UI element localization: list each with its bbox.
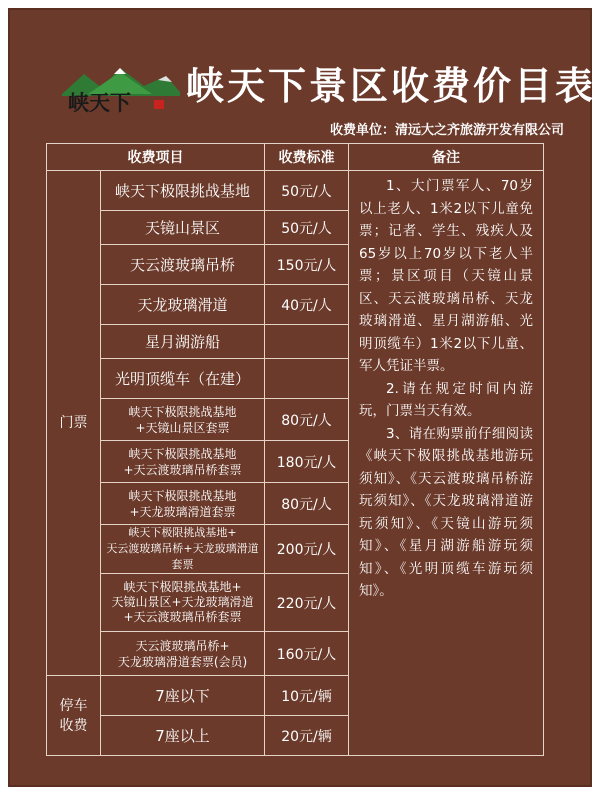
price-cell: 200元/人 [265,525,349,574]
item-line: 光明顶缆车（在建） [114,370,250,388]
item-line: 星月湖游船 [144,333,220,351]
item-cell [101,211,265,245]
item-line: 天云渡玻璃吊桥 [129,256,235,274]
item-cell [101,574,265,632]
price-cell: 10元/辆 [265,676,349,716]
item-line: 峡天下极限挑战基地+ [128,526,237,539]
logo-text: 峡天下 [68,90,131,114]
item-cell [101,632,265,676]
note-paragraph: 2.请在规定时间内游玩，门票当天有效。 [359,380,533,419]
price-cell: 180元/人 [265,441,349,483]
item-line: 峡天下极限挑战基地 [128,488,237,503]
item-cell [101,285,265,325]
item-line: +天龙玻璃滑道套票 [129,504,236,519]
price-cell: 80元/人 [265,483,349,525]
item-line: +天云渡玻璃吊桥套票 [123,462,242,477]
fee-table [46,143,544,756]
category-parking [47,676,101,756]
issuer-label: 收费单位： [329,123,395,138]
item-cell [101,359,265,399]
price-cell: 50元/人 [265,211,349,245]
item-cell [101,676,265,716]
header-price: 收费标准 [265,144,349,171]
note-paragraph: 3、请在购票前仔细阅读《峡天下极限挑战基地游玩须知》、《天云渡玻璃吊桥游玩须知》、《天龙玻璃滑道游玩须知》、《天镜山游玩须知》、《星月湖游船游玩须知》、《光明顶缆车游玩须知》。 [359,425,533,599]
item-cell [101,171,265,211]
price-cell: 80元/人 [265,399,349,441]
category-line: 收费 [59,717,88,734]
header-notes: 备注 [349,144,544,171]
page-title: 峡天下景区收费价目表 [186,64,597,108]
item-line: 峡天下极限挑战基地+ [123,580,242,594]
item-cell [101,716,265,756]
price-cell: 20元/辆 [265,716,349,756]
header-item: 收费项目 [47,144,265,171]
category-tickets [47,171,101,676]
item-line: +天镜山景区套票 [135,420,230,435]
price-cell: 160元/人 [265,632,349,676]
table-header-row [47,144,544,171]
item-line: 峡天下极限挑战基地 [128,404,237,419]
item-line: 峡天下极限挑战基地 [128,446,237,461]
category-line: 门票 [59,415,88,431]
price-cell [265,359,349,399]
item-line: 天镜山景区+天龙玻璃滑道 [111,595,254,609]
issuer-line [330,119,564,138]
notes-cell [349,171,544,756]
item-cell [101,441,265,483]
item-line: 峡天下极限挑战基地 [114,182,250,200]
item-line: 7座以下 [155,687,210,705]
note-paragraph: 1、大门票军人、70岁以上老人、1米2以下儿童免票；记者、学生、残疾人及65岁以上70岁以下老人半票；景区项目（天镜山景区、天云渡玻璃吊桥、天龙玻璃滑道、星月湖游船、光明顶缆车）1米2以下儿童、军人凭证半票。 [359,178,533,374]
price-cell: 220元/人 [265,574,349,632]
item-cell [101,325,265,359]
item-line: +天云渡玻璃吊桥套票 [123,610,242,624]
price-cell [265,325,349,359]
item-cell [101,245,265,285]
category-line: 停车 [59,697,88,714]
item-cell [101,483,265,525]
issuer-name: 清远大之齐旅游开发有限公司 [394,123,564,138]
price-cell: 40元/人 [265,285,349,325]
item-line: 天云渡玻璃吊桥+ [135,638,230,653]
item-line: 天镜山景区 [144,219,220,237]
item-line: 天龙玻璃滑道 [137,296,228,314]
price-cell: 50元/人 [265,171,349,211]
item-line: 7座以上 [155,727,210,745]
item-line: 天云渡玻璃吊桥+天龙玻璃滑道套票 [106,542,259,571]
item-cell [101,525,265,574]
item-line: 天龙玻璃滑道套票(会员) [117,654,248,669]
price-cell: 150元/人 [265,245,349,285]
table-row [47,171,544,211]
scenic-logo [62,62,180,114]
item-cell [101,399,265,441]
